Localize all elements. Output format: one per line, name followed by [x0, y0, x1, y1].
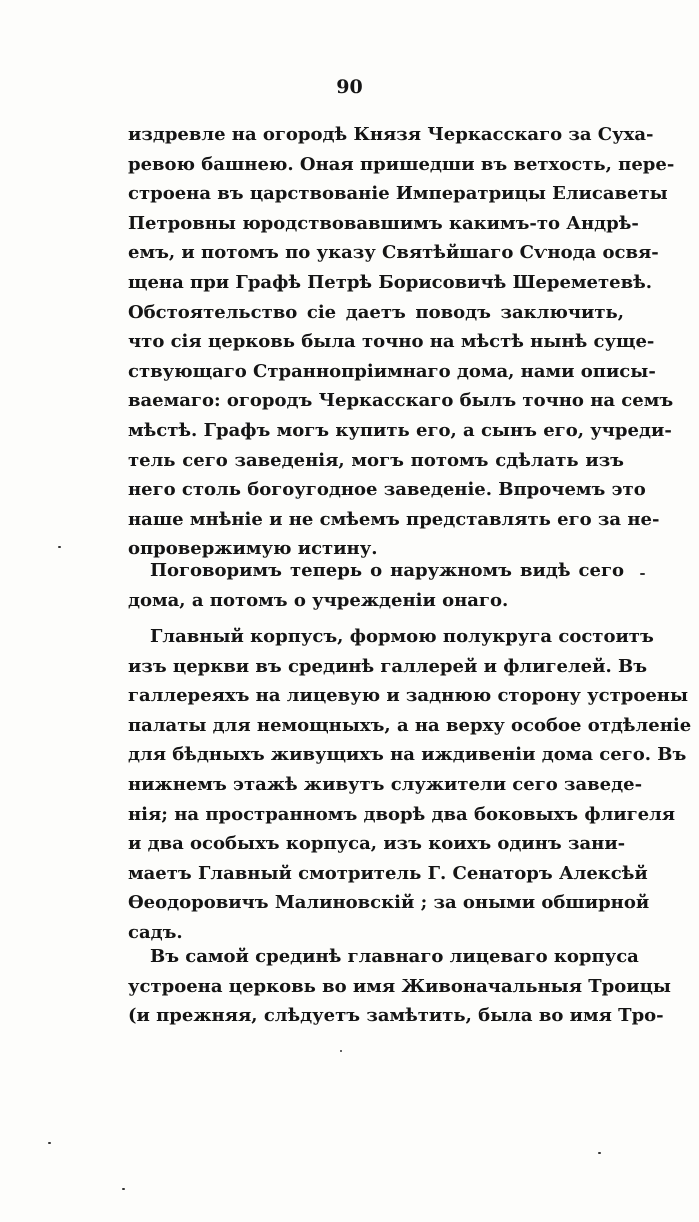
scan-speck [598, 1152, 601, 1154]
text-line: наше мнѣніе и не смѣемъ представлять его за не- [128, 508, 660, 530]
text-line: садъ. [128, 921, 183, 943]
scan-speck [122, 1188, 125, 1190]
text-line: Петровны юродствовавшимъ какимъ-то Андрѣ- [128, 212, 639, 234]
text-line: дома, а потомъ о учрежденіи онаго. [128, 589, 509, 611]
text-line: Главный корпусъ, формою полукруга состоитъ [150, 626, 654, 647]
text-line: изъ церкви въ срединѣ галлерей и флигелей. Въ [128, 655, 648, 677]
text-line: издревле на огородѣ Князя Черкасскаго за Суха- [128, 124, 654, 145]
text-line: что сія церковь была точно на мѣстѣ нынѣ суще- [128, 331, 655, 353]
text-line: для бѣдныхъ живущихъ на иждивеніи дома сего. Въ [128, 744, 687, 766]
text-line: строена въ царствованіе Императрицы Елисаветы [128, 183, 668, 205]
text-line: емъ, и потомъ по указу Святѣйшаго Сѵнода освя- [128, 242, 659, 264]
text-line: ваемаго: огородъ Черкасскаго былъ точно на семъ [128, 390, 674, 412]
text-line: ствующаго Страннопріимнаго дома, нами описы- [128, 360, 656, 382]
text-line: Обстоятельство сіе даетъ поводъ заключить, [128, 301, 624, 323]
page-number: 90 [336, 76, 363, 98]
text-line: и два особыхъ корпуса, изъ коихъ одинъ зани- [128, 833, 626, 855]
text-line: Ѳеодоровичъ Малиновскій ; за оными обширной [128, 892, 650, 914]
text-line: маетъ Главный смотритель Г. Сенаторъ Алексѣй [128, 862, 648, 884]
scan-speck [640, 573, 645, 575]
scan-speck [48, 1142, 51, 1144]
text-line: галлереяхъ на лицевую и заднюю сторону устроены [128, 685, 689, 707]
text-line: него столь богоугодное заведеніе. Впрочемъ это [128, 479, 646, 501]
text-line: палаты для немощныхъ, а на верху особое отдѣленіе [128, 714, 692, 736]
paragraph-4 [128, 942, 671, 1031]
text-line: нижнемъ этажѣ живутъ служители сего заведе- [128, 773, 643, 795]
text-line: нія; на пространномъ дворѣ два боковыхъ флигеля [128, 803, 676, 825]
text-line: щена при Графѣ Петрѣ Борисовичѣ Шереметевѣ. [128, 271, 653, 293]
text-line: Въ самой срединѣ главнаго лицеваго корпуса [150, 946, 639, 967]
text-line: мѣстѣ. Графъ могъ купить его, а сынъ его, учреди- [128, 419, 672, 441]
scan-speck [340, 1050, 342, 1052]
paragraph-3 [128, 622, 692, 948]
text-line: Поговоримъ теперь о наружномъ видѣ сего [150, 560, 624, 581]
text-line: устроена церковь во имя Живоначальныя Троицы [128, 975, 671, 997]
paragraph-2 [128, 556, 624, 615]
text-line: тель сего заведенія, могъ потомъ сдѣлать изъ [128, 449, 624, 471]
text-line: опровержимую истину. [128, 538, 378, 560]
paragraph-1 [128, 120, 675, 564]
scan-speck [58, 546, 61, 548]
text-line: (и прежняя, слѣдуетъ замѣтить, была во имя Тро- [128, 1005, 664, 1027]
text-line: ревою башнею. Оная пришедши въ ветхость, пере- [128, 153, 675, 175]
